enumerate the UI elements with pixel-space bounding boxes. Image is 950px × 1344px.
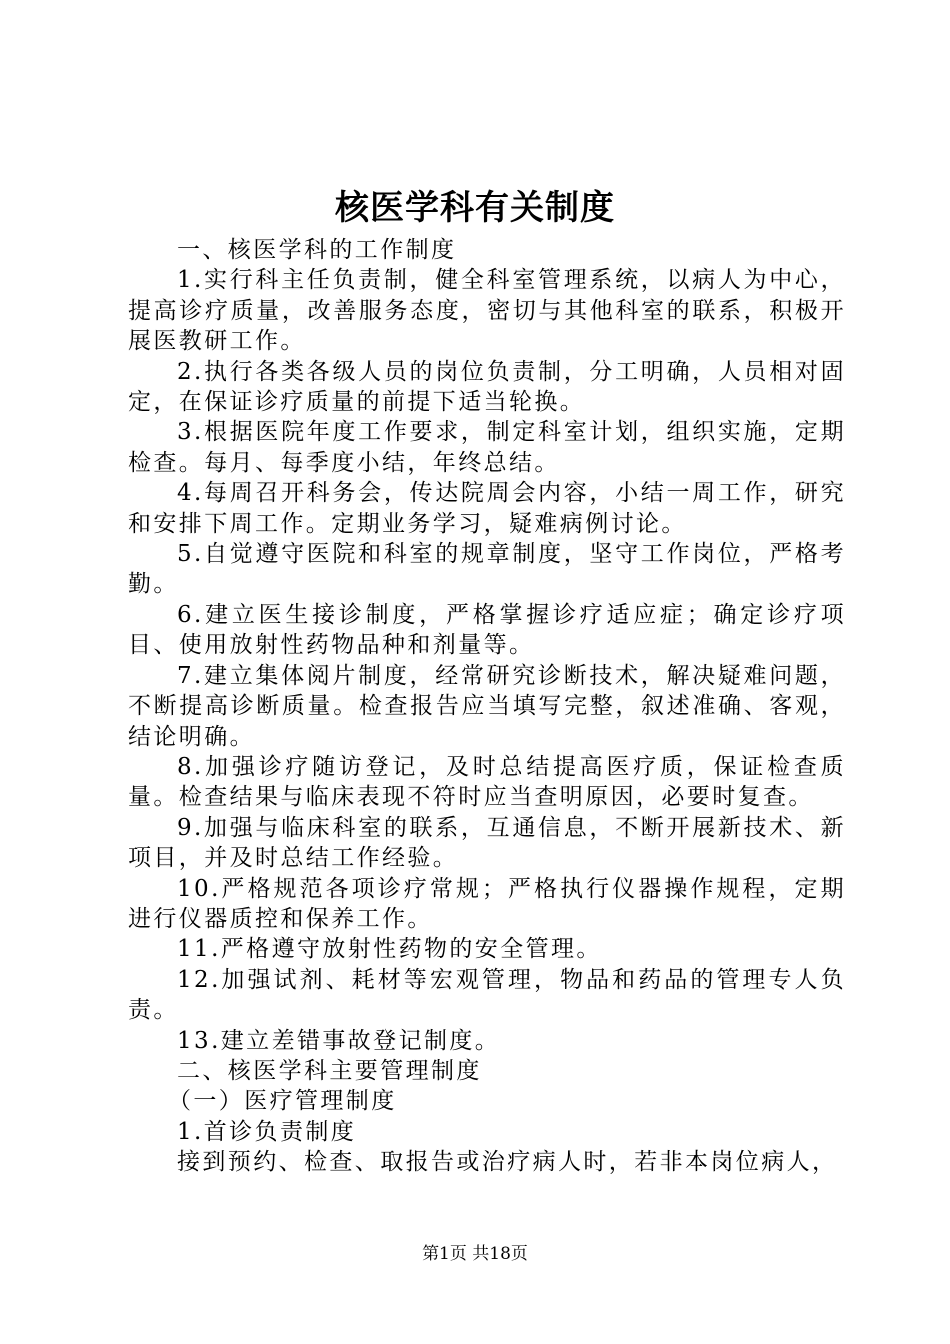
paragraph: 接到预约、检查、取报告或治疗病人时，若非本岗位病人， (177, 1149, 838, 1176)
paragraph: 10.严格规范各项诊疗常规；严格执行仪器操作规程，定期进行仪器质控和保养工作。 (128, 875, 846, 932)
section-heading: 一、核医学科的工作制度 (177, 237, 457, 263)
paragraph: 12.加强试剂、耗材等宏观管理，物品和药品的管理专人负责。 (128, 966, 846, 1024)
page-footer: 第1页 共18页 (422, 1244, 528, 1264)
paragraph: 6.建立医生接诊制度，严格掌握诊疗适应症；确定诊疗项目、使用放射性药物品种和剂量等。 (128, 601, 846, 659)
document-title: 核医学科有关制度 (335, 188, 615, 228)
paragraph: 8.加强诊疗随访登记，及时总结提高医疗质，保证检查质量。检查结果与临床表现不符时应当查明原因，必要时复查。 (128, 753, 846, 811)
paragraph: 11.严格遵守放射性药物的安全管理。 (177, 936, 602, 963)
paragraph: 9.加强与临床科室的联系，互通信息，不断开展新技术、新项目，并及时总结工作经验。 (128, 814, 846, 872)
paragraph: 5.自觉遵守医院和科室的规章制度，坚守工作岗位，严格考勤。 (128, 541, 846, 598)
section-heading: 二、核医学科主要管理制度 (177, 1057, 482, 1084)
item-heading: 1.首诊负责制度 (177, 1118, 357, 1145)
paragraph: 2.执行各类各级人员的岗位负责制，分工明确，人员相对固定，在保证诊疗质量的前提下适当轮换。 (128, 358, 846, 416)
document-body (128, 235, 846, 1178)
paragraph: 4.每周召开科务会，传达院周会内容，小结一周工作，研究和安排下周工作。定期业务学习，疑难病例讨论。 (128, 480, 846, 537)
paragraph: 3.根据医院年度工作要求，制定科室计划，组织实施，定期检查。每月、每季度小结，年终总结。 (128, 419, 846, 476)
paragraph: 13.建立差错事故登记制度。 (177, 1027, 501, 1054)
subsection-heading: （一）医疗管理制度 (168, 1088, 397, 1115)
paragraph: 7.建立集体阅片制度，经常研究诊断技术，解决疑难问题，不断提高诊断质量。检查报告应当填写完整，叙述准确、客观，结论明确。 (128, 662, 846, 750)
paragraph: 1.实行科主任负责制，健全科室管理系统，以病人为中心，提高诊疗质量，改善服务态度，密切与其他科室的联系，积极开展医教研工作。 (128, 267, 846, 355)
